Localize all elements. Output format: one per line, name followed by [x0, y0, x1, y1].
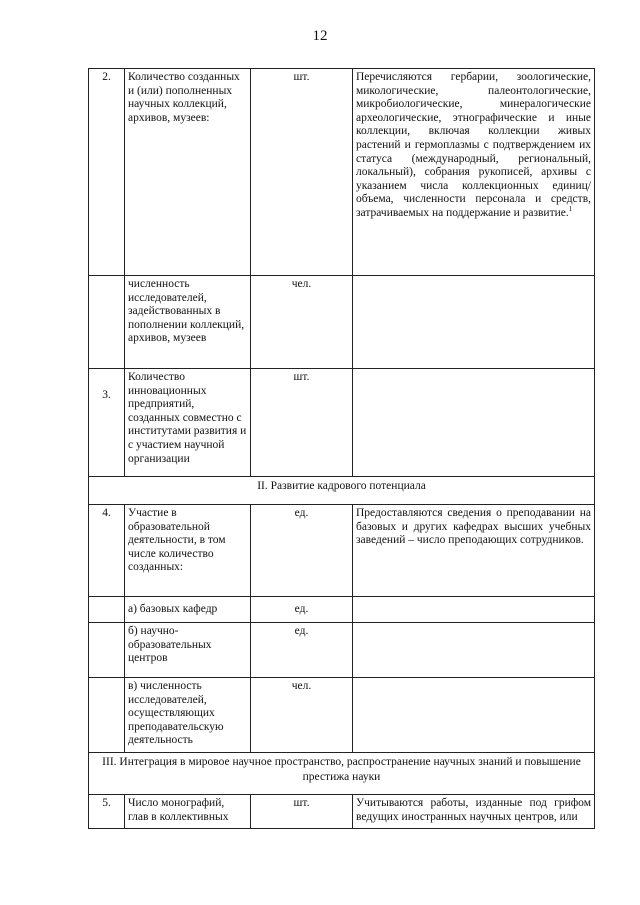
unit-cell: ед. [251, 505, 353, 597]
table-row [89, 597, 595, 623]
indicator-name: Участие в образовательной деятельности, в том числе количество созданных: [125, 505, 251, 597]
table-row [89, 678, 595, 753]
footnote-marker: 1 [568, 205, 573, 214]
page-number: 12 [312, 28, 328, 44]
table-row [89, 369, 595, 477]
unit-cell: ед. [251, 597, 353, 623]
indicator-name: в) численность исследователей, осуществляющих преподавательскую деятельность [125, 678, 251, 753]
note-cell [353, 623, 595, 678]
note-cell [353, 678, 595, 753]
section-row [89, 753, 595, 795]
note-cell: Предоставляются сведения о преподавании на базовых и других кафедрах высших учебных заведений – число преподающих сотрудников. [353, 505, 595, 597]
indicator-name: Количество созданных и (или) пополненных научных коллекций, архивов, музеев: [125, 69, 251, 276]
unit-cell: шт. [251, 69, 353, 276]
note-cell [353, 369, 595, 477]
row-number: 3. [89, 369, 125, 477]
note-cell: Учитываются работы, изданные под грифом ведущих иностранных научных центров, или [353, 795, 595, 829]
unit-cell: чел. [251, 276, 353, 369]
table-row [89, 69, 595, 276]
note-cell [353, 597, 595, 623]
unit-cell: шт. [251, 369, 353, 477]
indicator-name: Число монографий, глав в коллективных [125, 795, 251, 829]
section-title: III. Интеграция в мировое научное пространство, распространение научных знаний и повышение престижа науки [89, 753, 595, 795]
table-row [89, 505, 595, 597]
unit-cell: шт. [251, 795, 353, 829]
indicator-name: а) базовых кафедр [125, 597, 251, 623]
unit-cell: чел. [251, 678, 353, 753]
table-row [89, 276, 595, 369]
row-number [89, 623, 125, 678]
unit-cell: ед. [251, 623, 353, 678]
row-number [89, 678, 125, 753]
table-row [89, 623, 595, 678]
row-number [89, 597, 125, 623]
section-title: II. Развитие кадрового потенциала [89, 477, 595, 505]
table-row [89, 795, 595, 829]
indicators-table [88, 68, 595, 829]
note-cell [353, 276, 595, 369]
row-number: 4. [89, 505, 125, 597]
indicator-name: б) научно-образовательных центров [125, 623, 251, 678]
row-number: 2. [89, 69, 125, 276]
indicator-name: Количество инновационных предприятий, созданных совместно с институтами развития и с участием научной организации [125, 369, 251, 477]
note-text: Перечисляются гербарии, зоологические, микологические, палеонтологические, микробиологические, минералогические археологические, этнографические и иные коллекции, включая коллекции живых растений и гермоплазмы с подтверждением их статуса (международный, региональный, локальный), собрания рукописей, архивы с указанием числа коллекционных единиц/объема, численности персонала и средств, затрачиваемых на поддержание и развитие. [356, 71, 591, 219]
row-number: 5. [89, 795, 125, 829]
note-cell [353, 69, 595, 276]
row-number [89, 276, 125, 369]
indicator-name: численность исследователей, задействованных в пополнении коллекций, архивов, музеев [125, 276, 251, 369]
section-row [89, 477, 595, 505]
